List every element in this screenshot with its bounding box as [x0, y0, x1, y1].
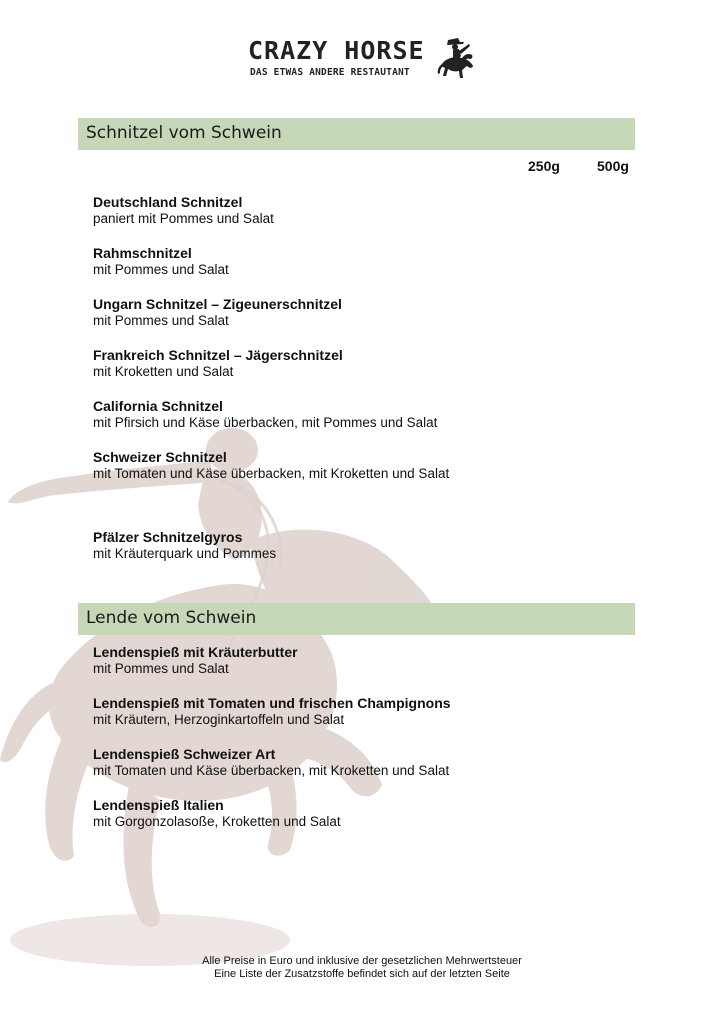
item-description: mit Tomaten und Käse überbacken, mit Kroketten und Salat [93, 763, 450, 778]
list-item [93, 746, 613, 779]
item-name: Ungarn Schnitzel – Zigeunerschnitzel [93, 296, 342, 312]
item-name: Schweizer Schnitzel [93, 449, 227, 465]
item-name: California Schnitzel [93, 398, 223, 414]
item-description: mit Tomaten und Käse überbacken, mit Kroketten und Salat [93, 466, 450, 481]
list-item [93, 296, 613, 329]
bucking-horse-rider-icon [436, 36, 476, 82]
item-description: paniert mit Pommes und Salat [93, 211, 274, 226]
list-item [93, 194, 613, 227]
restaurant-logo [248, 36, 478, 86]
list-item [93, 529, 613, 562]
item-description: mit Pommes und Salat [93, 313, 229, 328]
section-title: Schnitzel vom Schwein [86, 123, 282, 143]
item-description: mit Kräutern, Herzoginkartoffeln und Salat [93, 712, 345, 727]
footer-line-vat: Alle Preise in Euro und inklusive der gesetzlichen Mehrwertsteuer [202, 955, 522, 967]
item-name: Rahmschnitzel [93, 245, 192, 261]
item-description: mit Pfirsich und Käse überbacken, mit Pommes und Salat [93, 415, 438, 430]
item-name: Lendenspieß mit Kräuterbutter [93, 644, 298, 660]
section-header-lende [78, 603, 635, 635]
item-description: mit Pommes und Salat [93, 661, 229, 676]
list-item [93, 449, 613, 482]
footer-note [0, 955, 724, 981]
item-name: Deutschland Schnitzel [93, 194, 243, 210]
list-item [93, 245, 613, 278]
item-name: Frankreich Schnitzel – Jägerschnitzel [93, 347, 343, 363]
item-name: Lendenspieß Italien [93, 797, 224, 813]
item-description: mit Pommes und Salat [93, 262, 229, 277]
brand-tagline: DAS ETWAS ANDERE RESTAUTANT [250, 67, 410, 78]
item-description: mit Kräuterquark und Pommes [93, 546, 277, 561]
list-item [93, 398, 613, 431]
price-column-250g: 250g [528, 158, 560, 174]
item-description: mit Gorgonzolasoße, Kroketten und Salat [93, 814, 341, 829]
list-item [93, 695, 613, 728]
item-name: Lendenspieß mit Tomaten und frischen Champignons [93, 695, 451, 711]
section-title: Lende vom Schwein [86, 608, 257, 628]
item-name: Pfälzer Schnitzelgyros [93, 529, 243, 545]
brand-name: CRAZY HORSE [248, 36, 425, 65]
section-header-schnitzel [78, 118, 635, 150]
list-item [93, 347, 613, 380]
list-item [93, 797, 613, 830]
item-name: Lendenspieß Schweizer Art [93, 746, 276, 762]
footer-line-additives: Eine Liste der Zusatzstoffe befindet sich auf der letzten Seite [214, 968, 510, 980]
list-item [93, 644, 613, 677]
item-description: mit Kroketten und Salat [93, 364, 234, 379]
price-column-500g: 500g [597, 158, 629, 174]
